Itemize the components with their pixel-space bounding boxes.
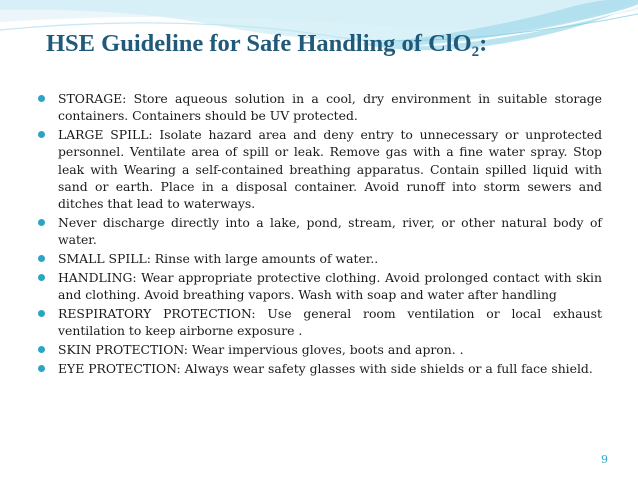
bullet-icon [38, 219, 45, 226]
title-text: HSE Guideline for Safe Handling of ClO [46, 30, 472, 57]
list-item [38, 305, 602, 340]
title-suffix: : [479, 30, 488, 57]
list-item-text: SMALL SPILL: Rinse with large amounts of water.. [58, 251, 379, 267]
page-number: 9 [601, 453, 608, 466]
bullet-icon [38, 310, 45, 317]
list-item-text: Never discharge directly into a lake, pond, stream, river, or other natural body of water. [58, 215, 602, 248]
list-item [38, 250, 602, 267]
list-item [38, 341, 602, 358]
list-item [38, 360, 602, 377]
bullet-icon [38, 274, 45, 281]
list-item [38, 126, 602, 212]
bullet-icon [38, 346, 45, 353]
list-item-text: STORAGE: Store aqueous solution in a cool, dry environment in suitable storage containers. Containers should be UV protected. [58, 91, 602, 124]
list-item [38, 90, 602, 125]
bullet-icon [38, 255, 45, 262]
slide-title [46, 28, 626, 60]
list-item [38, 269, 602, 304]
list-item [38, 214, 602, 249]
title-subscript: 2 [471, 44, 480, 60]
list-item-text: LARGE SPILL: Isolate hazard area and deny entry to unnecessary or unprotected personnel. Ventilate area of spill or leak. Remove gas with a fine water spray. Stop leak with Wearing a self-contained breathing apparatus. Contain spilled liquid with sand or earth. Place in a disposal container. Avoid runoff into storm sewers and ditches that lead to waterways. [58, 127, 602, 212]
bullet-icon [38, 95, 45, 102]
guideline-list [38, 90, 602, 379]
bullet-icon [38, 365, 45, 372]
bullet-icon [38, 131, 45, 138]
list-item-text: EYE PROTECTION: Always wear safety glasses with side shields or a full face shield. [58, 360, 593, 376]
list-item-text: HANDLING: Wear appropriate protective clothing. Avoid prolonged contact with skin and clothing. Avoid breathing vapors. Wash with soap and water after handling [58, 269, 602, 303]
list-item-text: RESPIRATORY PROTECTION: Use general room ventilation or local exhaust ventilation to keep airborne exposure . [58, 306, 602, 339]
list-item-text: SKIN PROTECTION: Wear impervious gloves, boots and apron. . [58, 342, 464, 358]
